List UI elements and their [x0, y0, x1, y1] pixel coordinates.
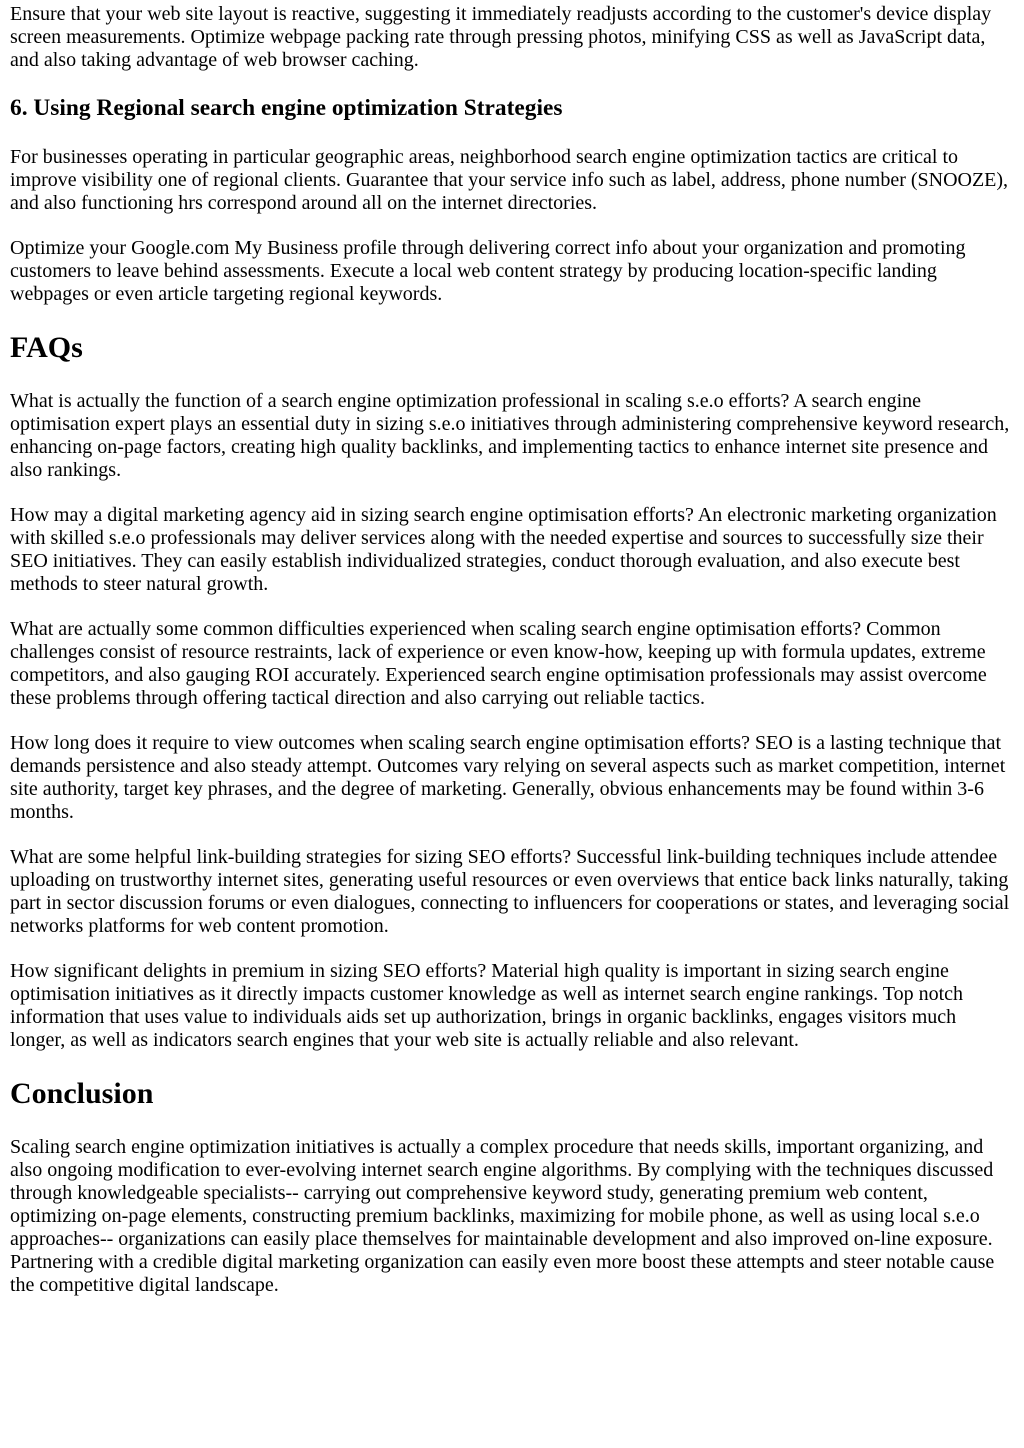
- paragraph-mobile-optimization: Ensure that your web site layout is reactive, suggesting it immediately readjusts according to the customer's device display screen measurements. Optimize webpage packing rate through pressing photos, minifying CSS as well as JavaScript data, and also taking advantage of web browser caching.: [10, 3, 992, 71]
- heading-conclusion: Conclusion: [10, 1076, 154, 1110]
- heading-faqs: FAQs: [10, 330, 83, 364]
- paragraph-conclusion: Scaling search engine optimization initiatives is actually a complex procedure that needs skills, important organizing, and also ongoing modification to ever-evolving internet search engine algorithms. By complying with the techniques discussed through knowledgeable specialists-- carrying out comprehensive keyword study, generating premium web content, optimizing on-page elements, constructing premium backlinks, maximizing for mobile phone, as well as using local s.e.o approaches-- organizations can easily place themselves for maintainable development and also improved on-line exposure. Partnering with a credible digital marketing organization can easily even more boost these attempts and steer notable cause the competitive digital landscape.: [10, 1136, 995, 1297]
- faq-item-seo-professional-role: What is actually the function of a search engine optimization professional in scaling s.e.o efforts? A search engine optimisation expert plays an essential duty in sizing s.e.o initiatives through administering comprehensive keyword research, enhancing on-page factors, creating high quality backlinks, and implementing tactics to enhance internet site presence and also rankings.: [10, 389, 1010, 481]
- faq-item-common-difficulties: What are actually some common difficulties experienced when scaling search engine optimisation efforts? Common challenges consist of resource restraints, lack of experience or even know-how, keeping up with formula updates, extreme competitors, and also gauging ROI accurately. Experienced search engine optimisation professionals may assist overcome these problems through offering tactical direction and also carrying out reliable tactics.: [10, 617, 987, 709]
- heading-regional-seo-strategies: 6. Using Regional search engine optimization Strategies: [10, 95, 563, 122]
- paragraph-regional-seo-2: Optimize your Google.com My Business profile through delivering correct info about your organization and promoting customers to leave behind assessments. Execute a local web content strategy by producing location-specific landing webpages or even article targeting regional keywords.: [10, 236, 966, 305]
- faq-item-time-to-results: How long does it require to view outcomes when scaling search engine optimisation efforts? SEO is a lasting technique that demands persistence and also steady attempt. Outcomes vary relying on several aspects such as market competition, internet site authority, target key phrases, and the degree of marketing. Generally, obvious enhancements may be found within 3-6 months.: [10, 731, 1006, 823]
- faq-item-content-quality: How significant delights in premium in sizing SEO efforts? Material high quality is important in sizing search engine optimisation initiatives as it directly impacts customer knowledge as well as internet search engine rankings. Top notch information that uses value to individuals aids set up authorization, brings in organic backlinks, engages visitors much longer, as well as indicators search engines that your web site is actually reliable and also relevant.: [10, 959, 963, 1051]
- faq-item-link-building-strategies: What are some helpful link-building strategies for sizing SEO efforts? Successful link-building techniques include attendee uploading on trustworthy internet sites, generating useful resources or even overviews that entice back links naturally, taking part in sector discussion forums or even dialogues, connecting to influencers for cooperations or states, and leveraging social networks platforms for web content promotion.: [10, 845, 1010, 937]
- faq-item-digital-marketing-agency: How may a digital marketing agency aid in sizing search engine optimisation efforts? An electronic marketing organization with skilled s.e.o professionals may deliver services along with the needed expertise and sources to successfully size their SEO initiatives. They can easily establish individualized strategies, conduct thorough evaluation, and also execute best methods to steer natural growth.: [10, 503, 997, 595]
- paragraph-regional-seo-1: For businesses operating in particular geographic areas, neighborhood search engine optimization tactics are critical to improve visibility one of regional clients. Guarantee that your service info such as label, address, phone number (SNOOZE), and also functioning hrs correspond around all on the internet directories.: [10, 145, 1009, 214]
